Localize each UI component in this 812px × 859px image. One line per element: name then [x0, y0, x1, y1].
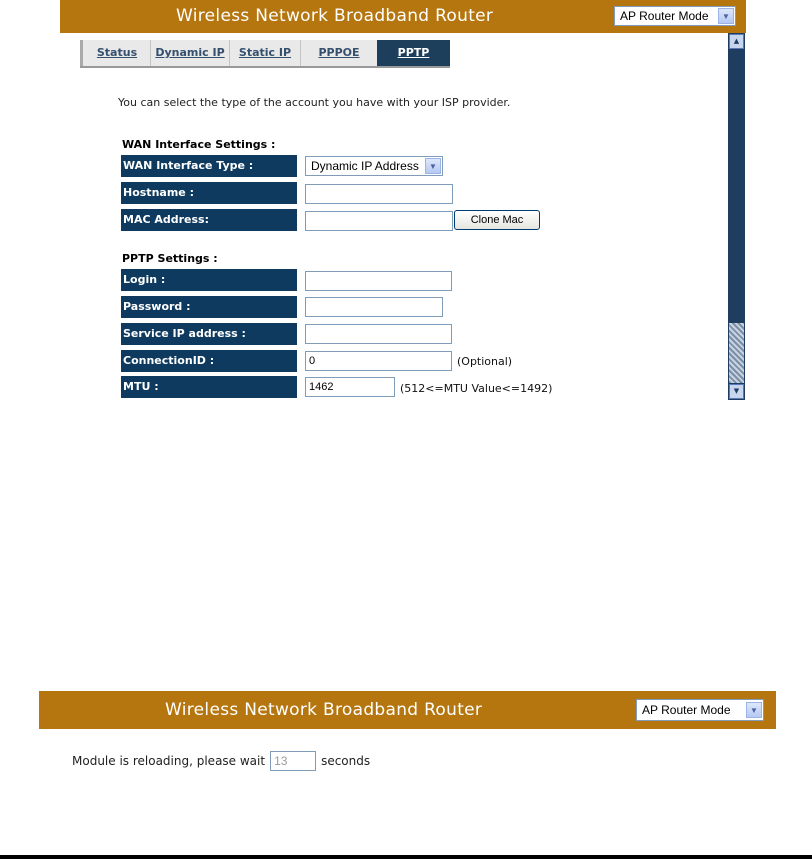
- bottom-header-title: Wireless Network Broadband Router: [165, 700, 483, 720]
- wan-tab-bar: [80, 40, 450, 68]
- pptp-section-title: PPTP Settings :: [122, 252, 218, 265]
- tab-bar-edge: [80, 40, 83, 66]
- tab-status[interactable]: Status: [84, 40, 151, 66]
- reload-prefix: Module is reloading, please wait: [72, 754, 266, 768]
- password-label: Password :: [121, 296, 297, 318]
- vertical-scrollbar[interactable]: [728, 33, 745, 400]
- mac-address-label: MAC Address:: [121, 209, 297, 231]
- login-input[interactable]: [305, 271, 452, 291]
- hostname-input[interactable]: [305, 184, 453, 204]
- chevron-down-icon[interactable]: ▼: [746, 702, 762, 718]
- top-mode-select-value: AP Router Mode: [620, 9, 709, 23]
- mac-address-input[interactable]: [305, 211, 453, 231]
- wan-section-title: WAN Interface Settings :: [122, 138, 276, 151]
- arrow-up-icon[interactable]: ▲: [729, 34, 744, 49]
- bottom-header-bar: [39, 691, 776, 729]
- connection-id-label: ConnectionID :: [121, 350, 297, 372]
- wan-type-select-value: Dynamic IP Address: [311, 159, 419, 173]
- connection-id-hint: (Optional): [457, 355, 513, 368]
- wan-type-label: WAN Interface Type :: [121, 155, 297, 177]
- login-label: Login :: [121, 269, 297, 291]
- service-ip-label: Service IP address :: [121, 323, 297, 345]
- mtu-input[interactable]: 1462: [305, 377, 395, 397]
- reload-message: [72, 751, 370, 771]
- scrollbar-thumb[interactable]: [729, 323, 744, 383]
- chevron-down-icon[interactable]: ▼: [718, 8, 734, 24]
- arrow-down-icon[interactable]: ▼: [729, 384, 744, 399]
- intro-text: You can select the type of the account you have with your ISP provider.: [118, 96, 511, 109]
- top-mode-select[interactable]: [614, 6, 736, 26]
- mtu-hint: (512<=MTU Value<=1492): [400, 382, 553, 395]
- tab-pptp[interactable]: PPTP: [377, 40, 450, 66]
- top-header-title: Wireless Network Broadband Router: [176, 6, 494, 26]
- top-header-bar: [60, 0, 746, 33]
- tab-static-ip[interactable]: Static IP: [230, 40, 301, 66]
- connection-id-input[interactable]: 0: [305, 351, 452, 371]
- bottom-mode-select[interactable]: [636, 699, 764, 721]
- wan-type-select[interactable]: [305, 156, 443, 176]
- mtu-label: MTU :: [121, 376, 297, 398]
- tab-pppoe[interactable]: PPPOE: [301, 40, 378, 66]
- hostname-label: Hostname :: [121, 182, 297, 204]
- bottom-mode-select-value: AP Router Mode: [642, 703, 731, 717]
- page-bottom-rule: [0, 855, 812, 859]
- password-input[interactable]: [305, 297, 443, 317]
- reload-suffix: seconds: [321, 754, 371, 768]
- service-ip-input[interactable]: [305, 324, 452, 344]
- tab-dynamic-ip[interactable]: Dynamic IP: [151, 40, 230, 66]
- countdown-field: 13: [270, 751, 316, 771]
- clone-mac-button[interactable]: Clone Mac: [454, 210, 540, 230]
- chevron-down-icon[interactable]: ▼: [425, 158, 441, 174]
